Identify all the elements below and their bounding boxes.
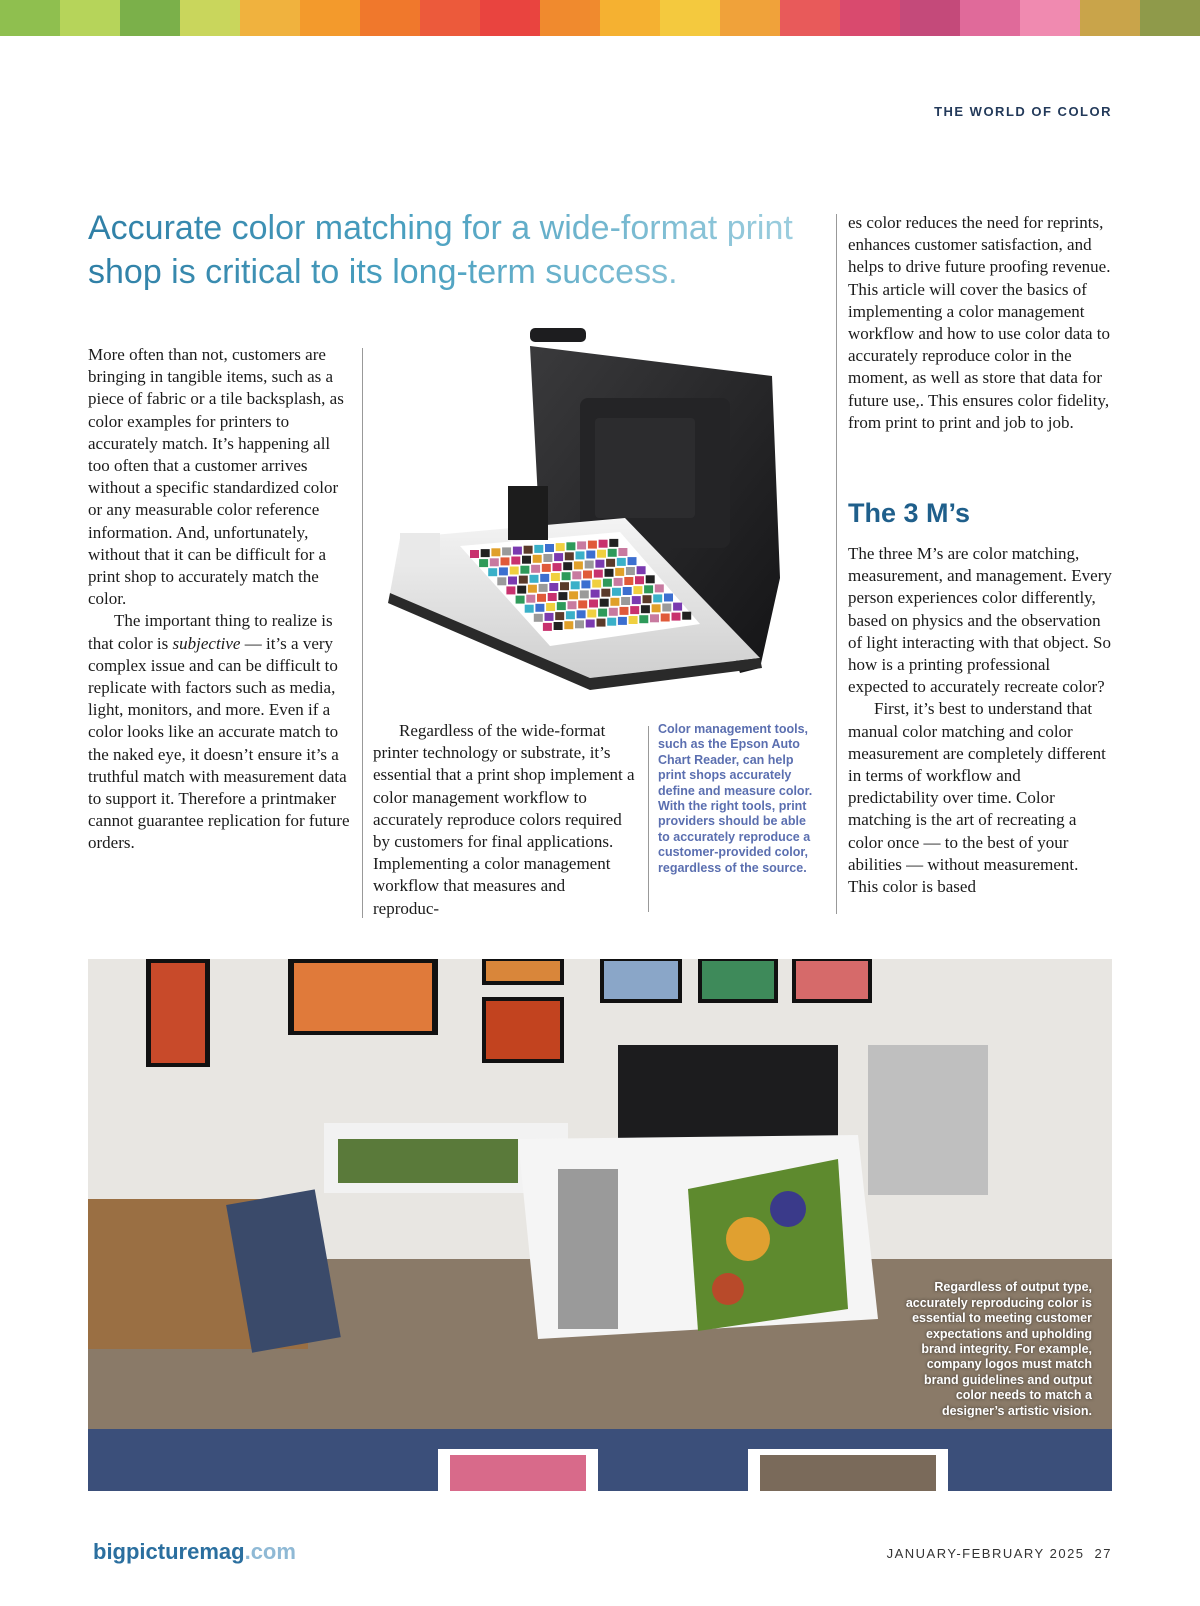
photo-caption: Regardless of output type, accurately reproducing color is essential to meeting customer expectations and upholding brand integrity. For example, company logos must match brand guidelines and output color needs to match a designer’s artistic vision. bbox=[905, 1280, 1092, 1418]
color-stripe-segment bbox=[1020, 0, 1080, 36]
color-patch bbox=[537, 594, 546, 602]
color-patch bbox=[533, 555, 542, 563]
color-patch bbox=[586, 551, 595, 559]
color-patch bbox=[630, 606, 639, 614]
color-patch bbox=[535, 604, 544, 612]
chart-reader-photo bbox=[380, 328, 810, 706]
color-patch bbox=[513, 547, 522, 555]
color-patch bbox=[595, 560, 604, 568]
site-url-name: bigpicturemag bbox=[93, 1539, 245, 1564]
color-patch bbox=[530, 575, 539, 583]
color-stripe-segment bbox=[420, 0, 480, 36]
color-patch bbox=[543, 623, 552, 631]
color-stripe-segment bbox=[660, 0, 720, 36]
color-patch bbox=[610, 598, 619, 606]
caption-divider bbox=[648, 726, 649, 912]
paragraph: More often than not, customers are bringing in tangible items, such as a piece of fabric or a tile backsplash, as color examples for printers to accurately match. It’s happening all too often that a customer arrives without a specific standardized color or any measurable color reference information. And, unfortunately, without that it can be difficult for a print shop to accurately match the color. bbox=[88, 345, 344, 609]
color-patch bbox=[566, 542, 575, 550]
color-stripe-segment bbox=[300, 0, 360, 36]
color-patch bbox=[531, 565, 540, 573]
color-patch bbox=[470, 550, 479, 558]
paragraph: es color reduces the need for reprints, enhances customer satisfaction, and helps to drive future proofing revenue. This article will cover the basics of implementing a color management workflow and how to use color data to accurately reproduce color in the moment, as well as store that data for future use,. This ensures color fidelity, from print to print and job to job. bbox=[848, 213, 1111, 432]
color-patch bbox=[562, 572, 571, 580]
color-patch bbox=[612, 588, 621, 596]
color-patch bbox=[572, 571, 581, 579]
color-patch bbox=[510, 567, 519, 575]
color-stripe-segment bbox=[900, 0, 960, 36]
color-patch bbox=[586, 620, 595, 628]
color-patch bbox=[635, 576, 644, 584]
color-patch bbox=[639, 615, 648, 623]
column-divider bbox=[362, 348, 363, 918]
color-patch bbox=[575, 620, 584, 628]
color-patch bbox=[574, 561, 583, 569]
color-patch bbox=[637, 566, 646, 574]
color-patch bbox=[614, 578, 623, 586]
color-patch bbox=[490, 558, 499, 566]
color-patch bbox=[597, 550, 606, 558]
paragraph: Regardless of the wide-format printer technology or substrate, it’s essential that a print shop implement a color management workflow to accurately reproduce colors required by customers for final applications. Implementing a color management workflow that measures and reproduc- bbox=[373, 721, 635, 918]
color-patch bbox=[601, 589, 610, 597]
color-patch bbox=[543, 554, 552, 562]
color-patch bbox=[528, 585, 537, 593]
color-patch bbox=[558, 592, 567, 600]
color-patch bbox=[608, 549, 617, 557]
color-patch bbox=[479, 559, 488, 567]
paragraph: The three M’s are color matching, measurement, and management. Every person experiences color differently, based on physics and the observation of light interacting with that object. So how is a printing professional expected to accurately recreate color? bbox=[848, 544, 1112, 697]
color-patch bbox=[644, 585, 653, 593]
body-column-3-continued bbox=[848, 543, 1112, 898]
color-stripe-segment bbox=[840, 0, 900, 36]
color-patch bbox=[548, 593, 557, 601]
color-patch bbox=[578, 600, 587, 608]
page-number: 27 bbox=[1094, 1546, 1112, 1561]
color-patch bbox=[545, 544, 554, 552]
color-patch bbox=[481, 549, 490, 557]
color-patch bbox=[553, 563, 562, 571]
site-url-tld: .com bbox=[244, 1539, 296, 1564]
color-patch bbox=[646, 575, 655, 583]
color-patch bbox=[594, 570, 603, 578]
color-patch bbox=[549, 583, 558, 591]
color-stripe-segment bbox=[120, 0, 180, 36]
color-patch bbox=[565, 552, 574, 560]
color-patch bbox=[592, 580, 601, 588]
color-patch bbox=[643, 595, 652, 603]
color-patch bbox=[546, 603, 555, 611]
color-patch bbox=[591, 590, 600, 598]
color-patch bbox=[655, 584, 664, 592]
color-patch bbox=[589, 600, 598, 608]
body-column-1 bbox=[88, 344, 350, 855]
color-patch bbox=[682, 612, 691, 620]
color-patch bbox=[568, 601, 577, 609]
color-patch bbox=[588, 541, 597, 549]
color-patch bbox=[517, 586, 526, 594]
color-patch bbox=[540, 574, 549, 582]
color-patch bbox=[598, 609, 607, 617]
color-patch bbox=[661, 614, 670, 622]
color-patch bbox=[626, 567, 635, 575]
color-patch bbox=[609, 608, 618, 616]
color-patch bbox=[599, 540, 608, 548]
color-patch bbox=[664, 594, 673, 602]
color-patch bbox=[557, 602, 566, 610]
color-patch bbox=[576, 551, 585, 559]
column-divider bbox=[836, 214, 837, 914]
section-subhead: The 3 M’s bbox=[848, 498, 971, 528]
issue-date bbox=[887, 1546, 1112, 1561]
color-patch bbox=[662, 604, 671, 612]
color-stripe-segment bbox=[0, 0, 60, 36]
color-stripe-segment bbox=[180, 0, 240, 36]
color-patch bbox=[641, 605, 650, 613]
color-patch bbox=[624, 577, 633, 585]
color-patch bbox=[508, 577, 517, 585]
color-patch bbox=[556, 543, 565, 551]
color-patch bbox=[653, 594, 662, 602]
color-patch bbox=[606, 559, 615, 567]
color-patch bbox=[617, 558, 626, 566]
color-patch bbox=[516, 596, 525, 604]
color-stripe-banner bbox=[0, 0, 1200, 36]
color-patch bbox=[501, 557, 510, 565]
body-column-2 bbox=[373, 720, 635, 920]
color-patch bbox=[555, 612, 564, 620]
color-stripe-segment bbox=[60, 0, 120, 36]
color-patch bbox=[603, 579, 612, 587]
print-shop-photo bbox=[88, 959, 1112, 1491]
color-patch bbox=[623, 587, 632, 595]
color-patch bbox=[534, 614, 543, 622]
color-patch bbox=[672, 613, 681, 621]
color-patch bbox=[618, 617, 627, 625]
photo-caption: Color management tools, such as the Epson Auto Chart Reader, can help print shops accurately define and measure color. With the right tools, print providers should be able to accurately reproduce a customer-provided color, regardless of the source. bbox=[658, 722, 813, 875]
color-stripe-segment bbox=[780, 0, 840, 36]
color-stripe-segment bbox=[600, 0, 660, 36]
color-patch bbox=[587, 610, 596, 618]
color-patch bbox=[545, 613, 554, 621]
color-patch bbox=[560, 582, 569, 590]
color-patch bbox=[585, 561, 594, 569]
color-patch bbox=[502, 547, 511, 555]
color-patch bbox=[607, 618, 616, 626]
color-patch bbox=[563, 562, 572, 570]
color-patch bbox=[511, 557, 520, 565]
color-patch bbox=[673, 603, 682, 611]
color-patch bbox=[488, 568, 497, 576]
color-patch bbox=[499, 567, 508, 575]
color-patch bbox=[633, 586, 642, 594]
section-label: THE WORLD OF COLOR bbox=[934, 104, 1112, 119]
color-stripe-segment bbox=[360, 0, 420, 36]
color-patch bbox=[629, 616, 638, 624]
color-patch bbox=[581, 580, 590, 588]
body-column-3 bbox=[848, 212, 1112, 434]
color-patch bbox=[605, 569, 614, 577]
site-url[interactable] bbox=[93, 1539, 296, 1565]
color-patch bbox=[519, 576, 528, 584]
color-patch bbox=[539, 584, 548, 592]
color-stripe-segment bbox=[240, 0, 300, 36]
color-patch bbox=[618, 548, 627, 556]
color-patch bbox=[525, 605, 534, 613]
color-patch bbox=[554, 622, 563, 630]
color-patch bbox=[652, 604, 661, 612]
color-patch bbox=[524, 546, 533, 554]
article-headline: Accurate color matching for a wide-format print shop is critical to its long-term success. bbox=[88, 206, 808, 294]
color-stripe-segment bbox=[1080, 0, 1140, 36]
color-patch bbox=[497, 577, 506, 585]
color-patch bbox=[522, 556, 531, 564]
color-patch bbox=[542, 564, 551, 572]
color-patch bbox=[577, 610, 586, 618]
color-patch bbox=[583, 571, 592, 579]
paragraph: First, it’s best to understand that manual color matching and color measurement are completely different in terms of workflow and predictability over time. Color matching is the art of recreating a color once — to the best of your abilities — without measurement. This color is based bbox=[848, 699, 1106, 897]
color-patch bbox=[597, 619, 606, 627]
color-patch bbox=[632, 596, 641, 604]
color-patch bbox=[571, 581, 580, 589]
color-patch bbox=[491, 548, 500, 556]
color-patch bbox=[554, 553, 563, 561]
color-stripe-segment bbox=[480, 0, 540, 36]
color-patch bbox=[569, 591, 578, 599]
color-stripe-segment bbox=[540, 0, 600, 36]
color-patch bbox=[551, 573, 560, 581]
color-patch bbox=[600, 599, 609, 607]
color-patch bbox=[506, 586, 515, 594]
color-stripe-segment bbox=[720, 0, 780, 36]
paragraph: The important thing to realize is that color is subjective — it’s a very complex issue and can be difficult to replicate with factors such as media, light, monitors, and more. Even if a color looks like an accurate match to the naked eye, it doesn’t ensure it’s a truthful match with measurement data to support it. Therefore a printmaker cannot guarantee replication for future orders. bbox=[88, 611, 350, 853]
color-stripe-segment bbox=[1140, 0, 1200, 36]
color-patch bbox=[580, 590, 589, 598]
color-patch bbox=[577, 541, 586, 549]
color-patch bbox=[520, 566, 529, 574]
issue-date-text: JANUARY-FEBRUARY 2025 bbox=[886, 1546, 1085, 1561]
color-patch bbox=[526, 595, 535, 603]
color-patch bbox=[621, 597, 630, 605]
color-stripe-segment bbox=[960, 0, 1020, 36]
color-patch bbox=[534, 545, 543, 553]
color-patch bbox=[628, 557, 637, 565]
color-patch bbox=[566, 611, 575, 619]
color-patch bbox=[564, 621, 573, 629]
color-patch bbox=[615, 568, 624, 576]
color-patch bbox=[650, 614, 659, 622]
color-patch bbox=[609, 539, 618, 547]
color-patch bbox=[620, 607, 629, 615]
